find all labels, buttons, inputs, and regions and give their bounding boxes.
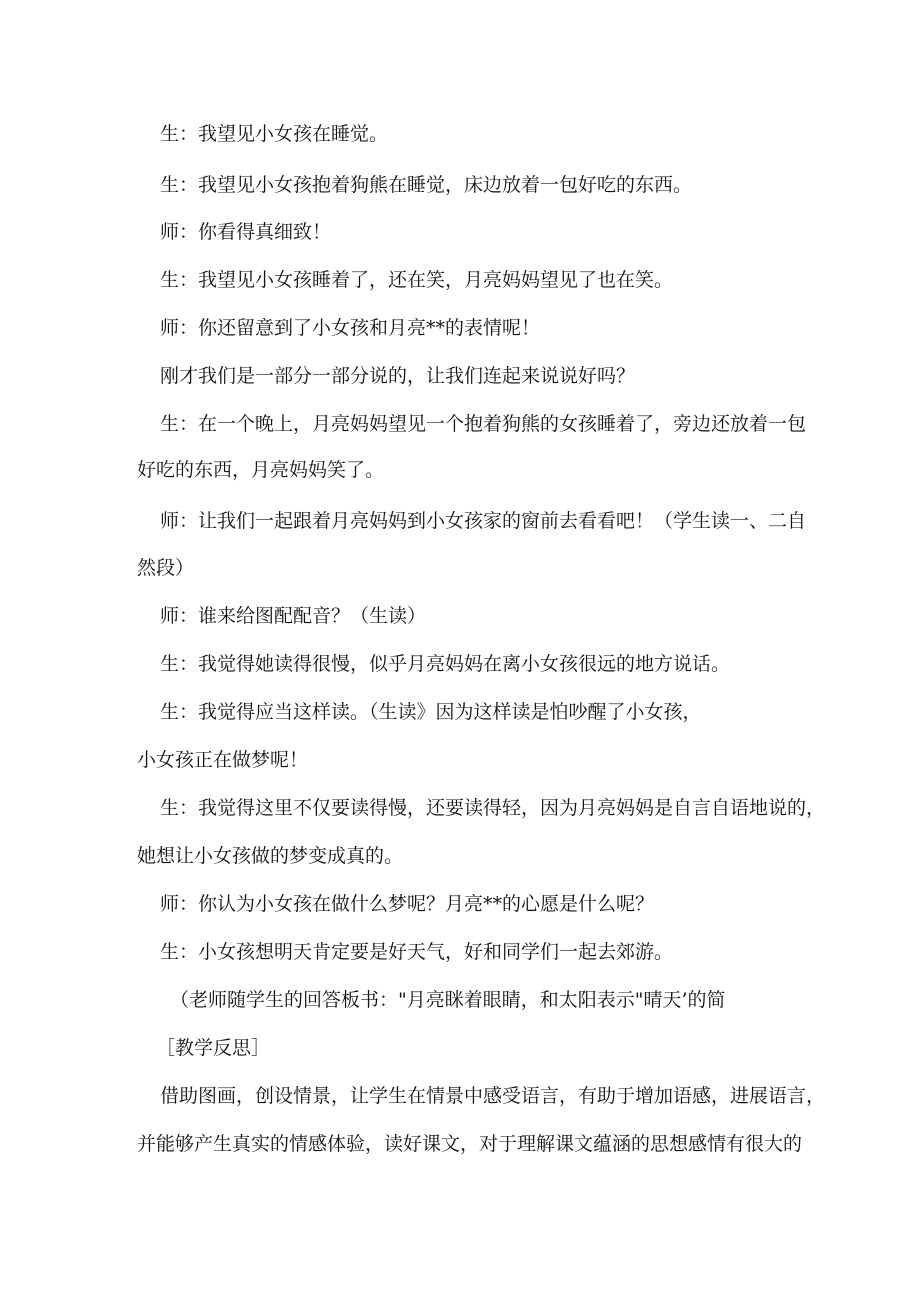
narration-line: 刚才我们是一部分一部分说的，让我们连起来说说好吗？ bbox=[160, 365, 636, 387]
dialogue-line-6-continued: 好吃的东西，月亮妈妈笑了。 bbox=[137, 459, 385, 481]
dialogue-line-7: 师：让我们一起跟着月亮妈妈到小女孩家的窗前去看看吧！（学生读一、二自 bbox=[160, 510, 807, 532]
blackboard-note: （老师随学生的回答板书："月亮眯着眼睛，和太阳表示"晴天’的简 bbox=[170, 989, 726, 1011]
reflection-line-1: 借助图画，创设情景，让学生在情景中感受语言，有助于增加语感，进展语言， bbox=[160, 1085, 826, 1107]
dialogue-line-12: 师：你认为小女孩在做什么梦呢？月亮**的心愿是什么呢？ bbox=[160, 893, 655, 915]
dialogue-line-11: 生：我觉得这里不仅要读得慢，还要读得轻，因为月亮妈妈是自言自语地说的， bbox=[160, 797, 826, 819]
dialogue-line-9: 生：我觉得她读得很慢，似乎月亮妈妈在离小女孩很远的地方说话。 bbox=[160, 653, 731, 675]
dialogue-line-8: 师：谁来给图配配音？（生读） bbox=[160, 605, 427, 627]
dialogue-line-4: 生：我望见小女孩睡着了，还在笑，月亮妈妈望见了也在笑。 bbox=[160, 269, 674, 291]
dialogue-line-13: 生：小女孩想明天肯定要是好天气，好和同学们一起去郊游。 bbox=[160, 941, 674, 963]
section-heading-reflection: ［教学反思］ bbox=[156, 1037, 271, 1059]
dialogue-line-7-continued: 然段） bbox=[137, 557, 195, 579]
reflection-line-2: 并能够产生真实的情感体验，读好课文，对于理解课文蕴涵的思想感情有很大的 bbox=[137, 1133, 803, 1155]
dialogue-line-3: 师：你看得真细致！ bbox=[160, 221, 332, 243]
dialogue-line-6: 生：在一个晚上，月亮妈妈望见一个抱着狗熊的女孩睡着了，旁边还放着一包 bbox=[160, 413, 807, 435]
dialogue-line-11-continued: 她想让小女孩做的梦变成真的。 bbox=[137, 845, 404, 867]
dialogue-line-10: 生：我觉得应当这样读。（生读》因为这样读是怕吵醒了小女孩， bbox=[160, 701, 702, 723]
dialogue-line-1: 生：我望见小女孩在睡觉。 bbox=[160, 123, 389, 145]
dialogue-line-10-continued: 小女孩正在做梦呢！ bbox=[137, 749, 309, 771]
dialogue-line-5: 师：你还留意到了小女孩和月亮**的表情呢！ bbox=[160, 317, 541, 339]
dialogue-line-2: 生：我望见小女孩抱着狗熊在睡觉，床边放着一包好吃的东西。 bbox=[160, 174, 693, 196]
